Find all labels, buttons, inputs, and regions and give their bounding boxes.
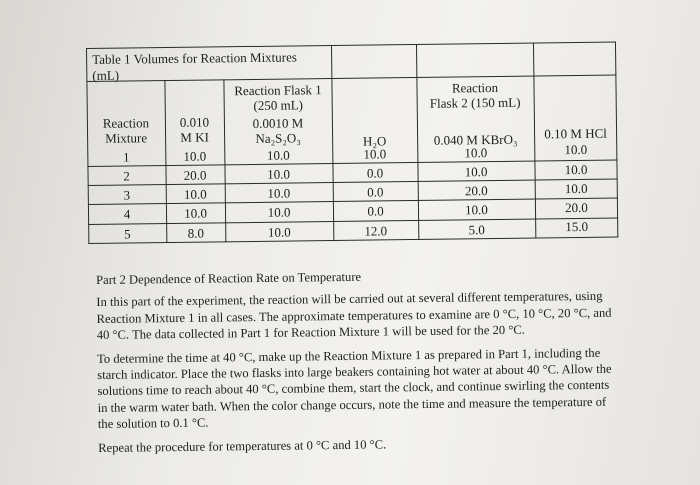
cell-water: 10.0	[363, 146, 387, 162]
cell-mixture: 3	[123, 187, 131, 203]
cell-ki: 10.0	[183, 148, 207, 164]
cell-hcl: 15.0	[565, 218, 589, 235]
cell-mixture: 5	[123, 226, 131, 242]
flask2-header	[416, 80, 533, 111]
col-header-thio-l1: 0.0010 M	[252, 115, 304, 131]
col-header-ki-l2: M KI	[180, 129, 209, 145]
cell-ki: 20.0	[183, 167, 207, 183]
cell-kbro3: 5.0	[468, 222, 485, 238]
cell-thio: 10.0	[267, 166, 291, 182]
cell-water: 0.0	[366, 165, 384, 181]
cell-hcl: 10.0	[564, 161, 588, 178]
cell-thio: 10.0	[267, 185, 291, 201]
col-header-mixture-l1: Reaction	[102, 115, 150, 131]
flask2-volume: Flask 2 (150 mL)	[429, 94, 521, 111]
cell-thio: 10.0	[267, 224, 291, 240]
part2-paragraph-procedure: To determine the time at 40 °C, make up the Reaction Mixture 1 as prepared in Part 1, including the starch indicator. Place the two flasks into large beakers containing hot water at about 40 °C. Allow the solutions time to reach about 40 °C, combine them, start the clock, and continue swirling the contents in the warm water bath. When the color change occurs, note the time and measure the temperature of the solution to 0.1 °C.	[96, 345, 612, 432]
cell-water: 12.0	[364, 223, 388, 239]
cell-hcl: 20.0	[565, 199, 588, 216]
cell-thio: 10.0	[267, 204, 291, 220]
cell-water: 0.0	[367, 203, 384, 219]
cell-kbro3: 10.0	[465, 202, 488, 218]
cell-ki: 10.0	[183, 186, 207, 202]
table-caption-unit: (mL)	[92, 67, 120, 83]
flask1-header	[224, 82, 331, 113]
cell-ki: 8.0	[187, 225, 204, 241]
table-border-top	[86, 42, 616, 50]
flask1-title: Reaction Flask 1	[234, 82, 322, 99]
cell-mixture: 2	[123, 168, 130, 184]
volumes-table	[86, 42, 618, 244]
cell-kbro3: 20.0	[464, 183, 488, 199]
part2-paragraph-intro: In this part of the experiment, the reaction will be carried out at several different temperatures, using Reaction Mixture 1 in all cases. The approximate temperatures to examine are 0 °C, 10 °C, 20 °C, and 40 °C. The data collected in Part 1 for Reaction Mixture 1 will be used for the 20 °C.	[96, 289, 612, 343]
cell-kbro3: 10.0	[464, 145, 488, 161]
cell-mixture: 4	[123, 206, 131, 222]
table-caption-title: Table 1 Volumes for Reaction Mixtures	[92, 49, 297, 67]
cell-kbro3: 10.0	[464, 164, 488, 180]
col-header-kbro3-label: 0.040 M KBrO₃	[433, 131, 518, 148]
cell-ki: 10.0	[184, 205, 207, 221]
cell-hcl: 10.0	[564, 180, 588, 197]
col-header-thiosulfate	[224, 115, 332, 146]
table-caption	[92, 49, 322, 84]
part2-paragraph-repeat: Repeat the procedure for temperatures at 0 °C and 10 °C.	[98, 437, 387, 455]
col-header-hcl	[534, 126, 617, 142]
col-header-mixture-l2: Mixture	[105, 130, 148, 146]
cell-thio: 10.0	[266, 147, 290, 163]
flask1-volume: (250 mL)	[253, 97, 304, 113]
part2-section	[96, 266, 618, 463]
flask2-title: Reaction	[451, 79, 499, 96]
col-header-hcl-label: 0.10 M HCl	[544, 125, 607, 142]
part2-heading: Part 2 Dependence of Reaction Rate on Temperature	[96, 269, 362, 287]
cell-hcl: 10.0	[564, 141, 588, 158]
col-header-mixture	[87, 115, 165, 146]
cell-mixture: 1	[122, 149, 130, 165]
cell-water: 0.0	[367, 184, 384, 200]
col-header-ki	[165, 114, 224, 145]
col-header-thio-formula: Na₂S₂O₃	[255, 130, 301, 146]
col-header-water-label: H₂O	[362, 133, 387, 149]
col-header-ki-l1: 0.010	[179, 114, 210, 130]
